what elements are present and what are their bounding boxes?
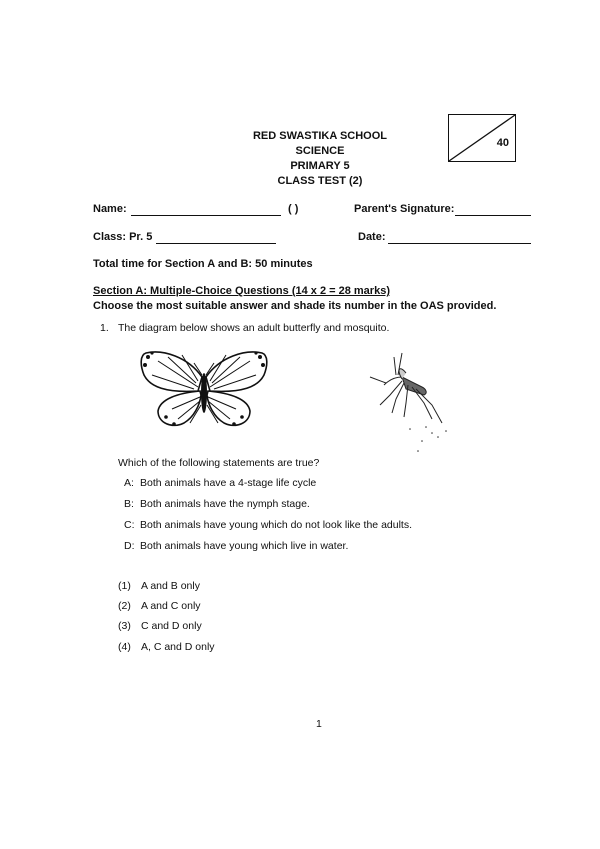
option-number[interactable]: (1) [118,580,131,592]
option-number[interactable]: (4) [118,641,131,653]
option-text: A, C and D only [141,641,215,653]
question-stem: The diagram below shows an adult butterfly and mosquito. [118,322,390,334]
option-text: C and D only [141,620,202,632]
score-box [448,114,516,162]
section-a-instruction: Choose the most suitable answer and shade its number in the OAS provided. [93,300,497,312]
option-number[interactable]: (2) [118,600,131,612]
statement-key: C: [124,519,135,531]
statement-text: Both animals have the nymph stage. [140,498,310,510]
score-total: 40 [496,137,509,149]
option-text: A and B only [141,580,200,592]
statement-text: Both animals have young which do not look like the adults. [140,519,413,531]
option-text: A and C only [141,600,201,612]
statement-key: B: [124,498,134,510]
time-note: Total time for Section A and B: 50 minutes [93,258,313,270]
statement-text: Both animals have young which live in water. [140,540,349,552]
name-field[interactable] [131,215,281,216]
question-number: 1. [100,322,109,334]
signature-field[interactable] [455,215,531,216]
name-label: Name: [93,203,127,215]
mosquito-illustration [366,347,462,455]
question-prompt: Which of the following statements are true? [118,457,320,469]
class-field[interactable] [156,243,276,244]
level-title: PRIMARY 5 [290,160,350,172]
signature-label: Parent's Signature: [354,203,455,215]
page-number: 1 [316,718,322,730]
butterfly-illustration [138,347,270,431]
date-label: Date: [358,231,386,243]
option-number[interactable]: (3) [118,620,131,632]
date-field[interactable] [388,243,531,244]
statement-text: Both animals have a 4-stage life cycle [140,477,317,489]
statement-key: D: [124,540,135,552]
school-name: RED SWASTIKA SCHOOL [252,130,388,142]
class-label: Class: Pr. 5 [93,231,153,243]
section-a-title: Section A: Multiple-Choice Questions (14 x 2 = 28 marks) [93,285,390,297]
test-title: CLASS TEST (2) [277,175,363,187]
register-number-bracket: ( ) [288,203,299,215]
statement-key: A: [124,477,134,489]
subject-title: SCIENCE [295,145,345,157]
